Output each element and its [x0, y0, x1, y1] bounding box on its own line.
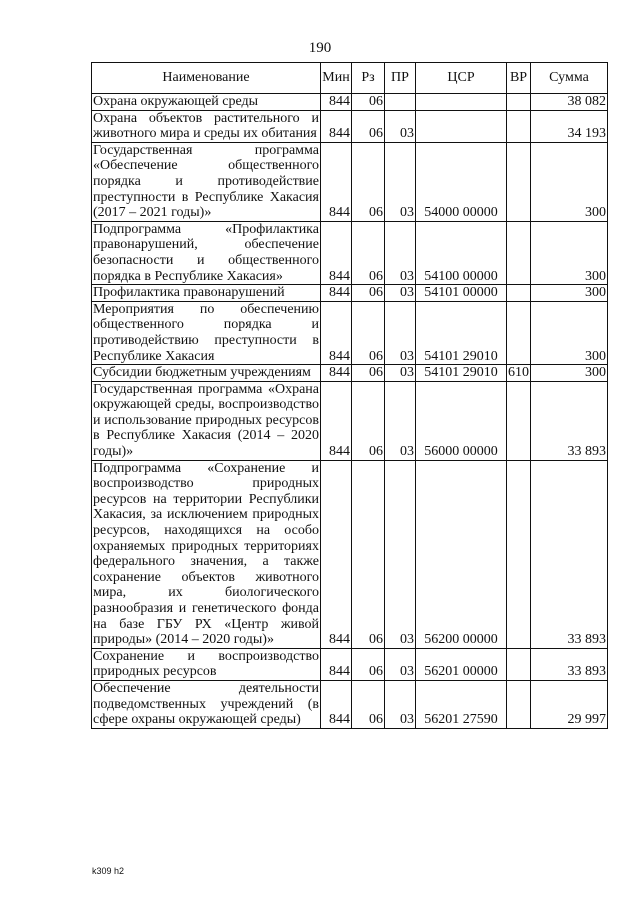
- row-min: 844: [321, 365, 352, 382]
- row-pr: 03: [385, 680, 416, 728]
- row-name: Охрана окружающей среды: [92, 94, 321, 111]
- row-min: 844: [321, 381, 352, 460]
- row-csr: 54101 29010: [416, 365, 507, 382]
- row-csr: 56201 27590: [416, 680, 507, 728]
- row-csr: 54100 00000: [416, 221, 507, 284]
- row-sum: 34 193: [531, 110, 608, 142]
- table-row: [92, 285, 608, 302]
- row-sum: 300: [531, 285, 608, 302]
- table-row: [92, 365, 608, 382]
- row-sum: 29 997: [531, 680, 608, 728]
- row-vr: [507, 460, 531, 648]
- row-vr: [507, 142, 531, 221]
- row-sum: 33 893: [531, 648, 608, 680]
- row-vr: [507, 301, 531, 364]
- header-sum: Сумма: [531, 63, 608, 94]
- header-pr: ПР: [385, 63, 416, 94]
- row-min: 844: [321, 110, 352, 142]
- header-rz: Рз: [352, 63, 385, 94]
- row-vr: [507, 680, 531, 728]
- header-vr: ВР: [507, 63, 531, 94]
- row-min: 844: [321, 460, 352, 648]
- row-vr: [507, 94, 531, 111]
- row-name: Государственная программа «Охрана окружающей среды, воспроизводство и использование природных ресурсов в Республике Хакасия (2014 – 2020 годы)»: [93, 381, 319, 460]
- page-number: 190: [308, 40, 332, 56]
- table-row: [92, 381, 608, 460]
- table-header-row: [92, 63, 608, 94]
- row-pr: 03: [385, 110, 416, 142]
- row-csr: 56201 00000: [416, 648, 507, 680]
- table-row: [92, 301, 608, 364]
- row-rz: 06: [352, 142, 385, 221]
- table-row: [92, 680, 608, 728]
- row-sum: 300: [531, 301, 608, 364]
- row-csr: [416, 110, 507, 142]
- table-row: [92, 460, 608, 648]
- row-csr: 54101 29010: [416, 301, 507, 364]
- row-min: 844: [321, 94, 352, 111]
- row-pr: 03: [385, 648, 416, 680]
- row-pr: 03: [385, 381, 416, 460]
- row-vr: [507, 110, 531, 142]
- row-pr: 03: [385, 301, 416, 364]
- row-min: 844: [321, 648, 352, 680]
- row-rz: 06: [352, 285, 385, 302]
- row-min: 844: [321, 142, 352, 221]
- row-name: Подпрограмма «Сохранение и воспроизводство природных ресурсов на территории Республики Хакасия, за исключением природных ресурсов, находящихся на особо охраняемых природных территориях федерального значения, а также сохранение объектов животного мира, их биологического разнообразия и генетического фонда на базе ГБУ РХ «Центр живой природы» (2014 – 2020 годы)»: [93, 460, 319, 648]
- table-row: [92, 94, 608, 111]
- row-csr: [416, 94, 507, 111]
- table-row: [92, 648, 608, 680]
- row-csr: 56000 00000: [416, 381, 507, 460]
- row-sum: 38 082: [531, 94, 608, 111]
- row-pr: 03: [385, 365, 416, 382]
- row-vr: [507, 221, 531, 284]
- row-pr: 03: [385, 142, 416, 221]
- row-min: 844: [321, 680, 352, 728]
- row-rz: 06: [352, 110, 385, 142]
- row-name: Сохранение и воспроизводство природных ресурсов: [93, 648, 319, 680]
- row-name: Охрана объектов растительного и животного мира и среды их обитания: [93, 110, 319, 142]
- row-rz: 06: [352, 94, 385, 111]
- row-rz: 06: [352, 460, 385, 648]
- row-pr: 03: [385, 221, 416, 284]
- row-rz: 06: [352, 680, 385, 728]
- row-name: Обеспечение деятельности подведомственных учреждений (в сфере охраны окружающей среды): [93, 680, 319, 728]
- row-min: 844: [321, 221, 352, 284]
- row-sum: 300: [531, 142, 608, 221]
- row-rz: 06: [352, 648, 385, 680]
- row-pr: 03: [385, 460, 416, 648]
- footer-code: k309 h2: [92, 866, 125, 876]
- row-csr: 54101 00000: [416, 285, 507, 302]
- row-pr: 03: [385, 285, 416, 302]
- table-row: [92, 142, 608, 221]
- row-name: Подпрограмма «Профилактика правонарушений, обеспечение безопасности и общественного порядка в Республике Хакасия»: [93, 221, 319, 284]
- row-name: Субсидии бюджетным учреждениям: [92, 365, 321, 382]
- row-sum: 300: [531, 365, 608, 382]
- row-pr: [385, 94, 416, 111]
- row-min: 844: [321, 285, 352, 302]
- row-name: Профилактика правонарушений: [92, 285, 321, 302]
- row-name: Мероприятия по обеспечению общественного порядка и противодействию преступности в Республике Хакасия: [93, 301, 319, 364]
- header-min: Мин: [321, 63, 352, 94]
- row-vr: [507, 285, 531, 302]
- row-min: 844: [321, 301, 352, 364]
- row-rz: 06: [352, 301, 385, 364]
- table-row: [92, 110, 608, 142]
- header-name: Наименование: [92, 63, 321, 94]
- table-row: [92, 221, 608, 284]
- row-vr: [507, 381, 531, 460]
- budget-table: [91, 62, 608, 729]
- row-rz: 06: [352, 221, 385, 284]
- row-rz: 06: [352, 365, 385, 382]
- row-vr: [507, 648, 531, 680]
- row-rz: 06: [352, 381, 385, 460]
- row-sum: 33 893: [531, 381, 608, 460]
- row-csr: 54000 00000: [416, 142, 507, 221]
- row-sum: 300: [531, 221, 608, 284]
- row-sum: 33 893: [531, 460, 608, 648]
- row-name: Государственная программа «Обеспечение общественного порядка и противодействие преступности в Республике Хакасия (2017 – 2021 годы)»: [93, 142, 319, 221]
- row-vr: 610: [508, 365, 529, 381]
- header-csr: ЦСР: [416, 63, 507, 94]
- row-csr: 56200 00000: [416, 460, 507, 648]
